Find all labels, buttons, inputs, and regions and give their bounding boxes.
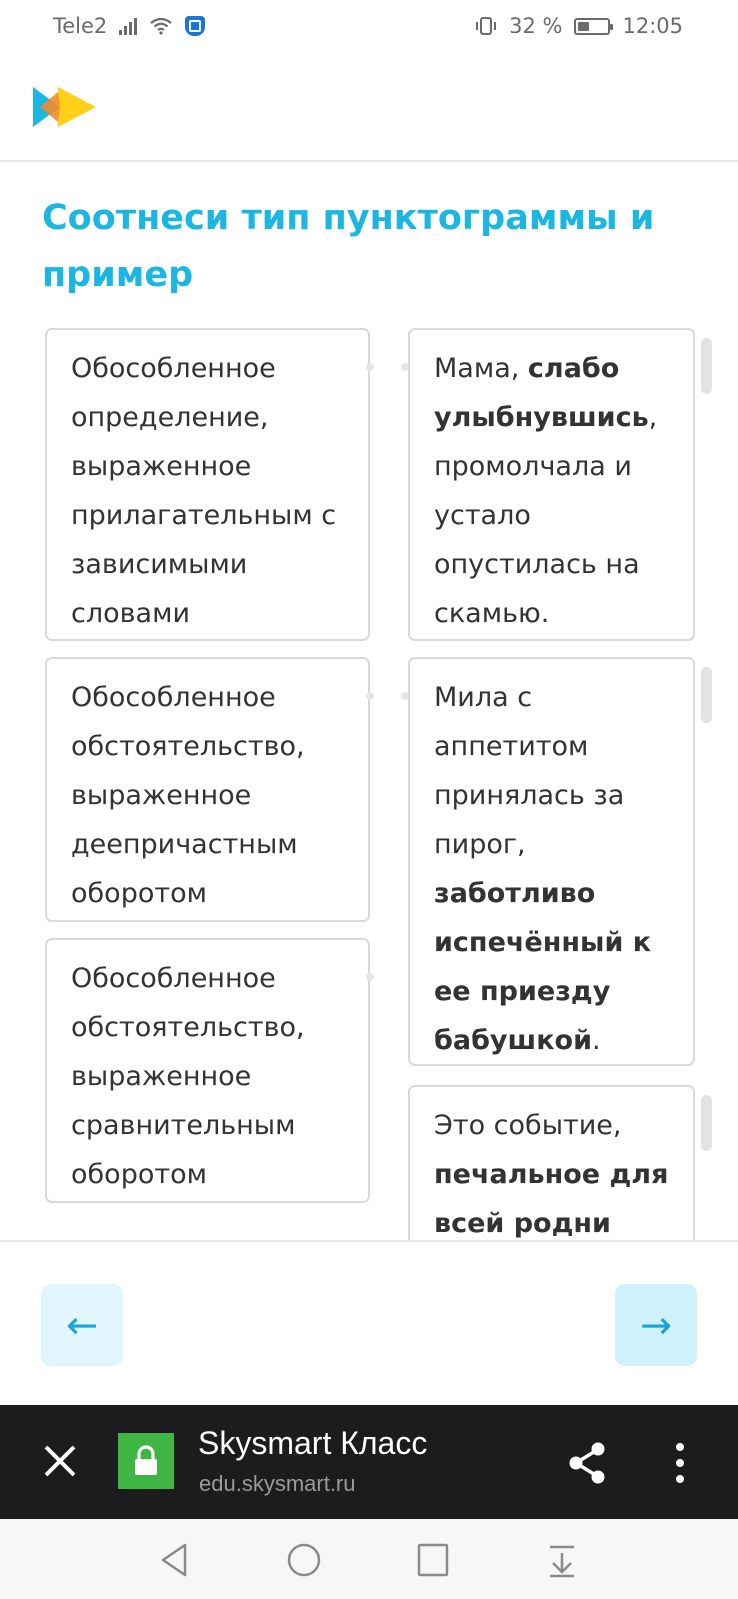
right-card-1[interactable] bbox=[408, 328, 695, 641]
right-card-text-plain: Это событие, bbox=[434, 1110, 622, 1141]
right-card-text-bold: печальное для всей родни bbox=[434, 1159, 669, 1239]
left-card-text: Обособленное обстоятельство, выраженное деепричастным оборотом bbox=[71, 682, 305, 909]
status-left bbox=[53, 14, 205, 38]
lock-icon bbox=[132, 1445, 160, 1477]
left-card-3[interactable] bbox=[45, 938, 370, 1203]
more-vertical-icon[interactable] bbox=[670, 1443, 690, 1483]
shield-icon bbox=[185, 16, 205, 36]
drag-handle[interactable] bbox=[701, 667, 712, 723]
battery-icon bbox=[574, 18, 610, 35]
right-card-text-plain: Мила с аппетитом принялась за пирог, bbox=[434, 682, 625, 860]
recents-icon[interactable] bbox=[413, 1541, 453, 1579]
connector-dot[interactable] bbox=[366, 692, 374, 700]
prev-button[interactable] bbox=[41, 1284, 123, 1366]
arrow-right-icon: → bbox=[640, 1303, 672, 1347]
right-card-2[interactable] bbox=[408, 657, 695, 1066]
status-bar bbox=[0, 0, 738, 52]
site-url[interactable]: edu.skysmart.ru bbox=[199, 1471, 356, 1496]
battery-level bbox=[578, 22, 588, 31]
right-card-text-plain: Мама, bbox=[434, 353, 528, 384]
notification-pull-icon[interactable] bbox=[542, 1541, 582, 1579]
back-icon[interactable] bbox=[155, 1541, 195, 1579]
arrow-left-icon: ← bbox=[66, 1303, 98, 1347]
system-navigation bbox=[0, 1519, 738, 1599]
signal-icon bbox=[119, 17, 137, 35]
app-header bbox=[0, 52, 738, 162]
site-title: Skysmart Класс bbox=[198, 1425, 428, 1461]
right-card-text-plain: . bbox=[592, 1025, 601, 1056]
browser-bar bbox=[0, 1405, 738, 1519]
skysmart-logo bbox=[30, 82, 100, 132]
status-right bbox=[475, 14, 683, 38]
battery-percent: 32 % bbox=[509, 14, 563, 38]
connector-dot[interactable] bbox=[366, 363, 374, 371]
exercise-title: Соотнеси тип пунктограммы и пример bbox=[42, 198, 655, 295]
vibrate-icon bbox=[475, 16, 497, 36]
carrier-name: Tele2 bbox=[53, 14, 108, 38]
left-card-2[interactable] bbox=[45, 657, 370, 922]
clock: 12:05 bbox=[622, 14, 683, 38]
right-card-3[interactable] bbox=[408, 1085, 695, 1240]
drag-handle[interactable] bbox=[701, 338, 712, 394]
connector-dot[interactable] bbox=[366, 973, 374, 981]
next-button[interactable] bbox=[615, 1284, 697, 1366]
right-card-text-plain: , промолчала и устало опустилась на скамью. bbox=[434, 402, 658, 629]
left-card-text: Обособленное обстоятельство, выраженное сравнительным оборотом bbox=[71, 963, 305, 1190]
exercise-navigation bbox=[0, 1240, 738, 1405]
home-icon[interactable] bbox=[284, 1541, 324, 1579]
left-card-1[interactable] bbox=[45, 328, 370, 641]
wifi-icon bbox=[149, 17, 173, 35]
lock-badge[interactable] bbox=[118, 1433, 174, 1489]
matching-area bbox=[0, 320, 738, 1240]
share-icon[interactable] bbox=[566, 1441, 608, 1485]
close-icon[interactable] bbox=[38, 1439, 82, 1483]
right-card-text-bold: заботливо испечённый к ее приезду бабушкой bbox=[434, 878, 652, 1056]
drag-handle[interactable] bbox=[701, 1095, 712, 1151]
left-card-text: Обособленное определение, выраженное прилагательным с зависимыми словами bbox=[71, 353, 337, 629]
right-card-text-bold: слабо улыбнувшись bbox=[434, 353, 649, 433]
